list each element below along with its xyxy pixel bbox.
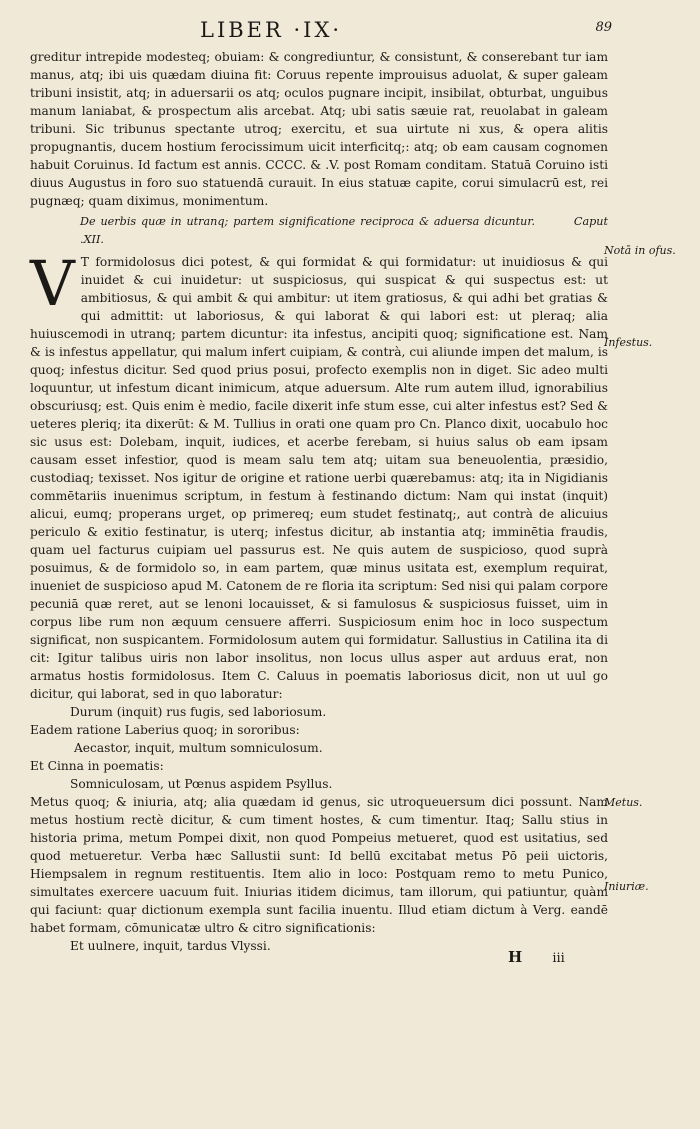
- verse-intro: Et Cinna in poematis:: [30, 759, 164, 773]
- marginal-note: Iniuriæ.: [604, 880, 649, 893]
- signature-letter: H: [508, 948, 523, 966]
- metus-paragraph: Metus quoq; & iniuria, atq; alia quædam id genus, sic utroqueuersum dici possunt. Nam metus hostium rectè dicitur, & cum timent hostes, & cum timentur. Itaq; Sallu stius in historia prima, metum Pompei dixit, non quod Pompeius metueret, quod est usitatius, sed quod metueretur. Verba hæc Sallustii sunt: Id bellū excitabat metus Pō peii uictoris, Hiempsalem in regnum restituentis. Item alio in loco: Postquam remo to metu Punico, simultates exercere uacuum fuit. Iniurias itidem dicimus, tam illorum, qui patiuntur, quàm qui faciunt: quaṛ dictionum exempla sunt facilia inuentu. Illud etiam dictum à Verg. eandē habet formam, cōmunicatæ ultro & citro significationis:: [30, 795, 608, 935]
- chapter-number: Caput .XII.: [80, 215, 608, 246]
- signature-leaf: iii: [552, 951, 565, 966]
- signature-mark: [508, 948, 565, 966]
- text-block: [30, 48, 608, 955]
- marginal-note: Notā in ofus.: [604, 244, 676, 257]
- marginal-note: Infestus.: [604, 336, 653, 349]
- verse-line: Et uulnere, inquit, tardus Vlyssi.: [70, 939, 271, 953]
- opening-paragraph: greditur intrepide modesteq; obuiam: & congrediuntur, & consistunt, & conserebant tur iam manus, atq; ibi uis quædam diuina fit: Coruus repente improuisus aduolat, & super galeam tribuni insistit, atq; in aduersarii os atq; oculos pugnare incipit, insibilat, obturbat, unguibus manum laniabat, & prospectum alis arcebat. Atq; ubi satis sæuie rat, reuolabat in galeam tribuni. Sic tribunus spectante utroq; exercitu, et sua uirtute ni xus, & opera alitis propugnantis, ducem hostium ferocissimum uicit interficitq;: atq; ob eam causam cognomen habuit Coruinus. Id factum est annis. CCCC. & .V. post Romam conditam. Statuā Coruino isti diuus Augustus in foro suo statuendā curauit. In eius statuæ capite, corui simulacrū est, rei pugnæq; quam diximus, monimentum.: [30, 50, 608, 208]
- page-number: 89: [595, 20, 612, 35]
- verse-line: Aecastor, inquit, multum somniculosum.: [74, 741, 323, 755]
- page-header: [30, 14, 610, 48]
- verse-line: Durum (inquit) rus fugis, sed laboriosum.: [70, 705, 327, 719]
- chapter-heading: [80, 213, 608, 249]
- chapter-paragraph: [30, 247, 608, 703]
- drop-capital: V: [30, 247, 75, 320]
- chapter-title: De uerbis quæ in utranq; partem significatione reciproca & aduersa dicuntur.: [80, 215, 536, 228]
- chapter-paragraph-text: T formidolosus dici potest, & qui formidat & qui formidatur: ut inuidiosus & qui inuidet & cui inuidetur: ut suspiciosus, qui suspicat & qui suspectus est: ut ambitiosus, & qui ambit & qui ambitur: ut item gratiosus, & qui adhi bet gratias & qui admittit: ut laboriosus, & qui laborat & qui labori est: ut pleraq; alia huiuscemodi in utranq; partem dicuntur: ita infestus, ancipiti quoq; significatione est. Nam & is infestus appellatur, qui malum infert cuipiam, & contrà, cui aliunde impen det malum, is quoq; infestus dicitur. Sed quod prius posui, profecto exemplis non in diget. Sic adeo multi loquuntur, ut infestum dicant inimicum, atque aduersum. Alte rum autem illud, ignorabilius obscuriusq; est. Quis enim è medio, facile dixerit infe stum esse, cui alter infestus est? Sed & ueteres pleriq; ita dixerūt: & M. Tullius in orati one quam pro Cn. Planco dixit, uocabulo hoc sic usus est: Dolebam, inquit, iudices, et acerbe ferebam, si huius salus ob eam ipsam causam esset infestior, quod is meam salu tem atq; uitam sua beneuolentia, præsidio, custodiaq; texisset. Nos igitur de origine et ratione uerbi quærebamus: atq; ita in Nigidianis commētariis inuenimus scriptum, in festum à festinando dictum: Nam qui instat (inquit) alicui, eumq; properans urget, op primereq; eum studet festinatq;, aut contrà de alicuius periculo & exitio festinatur, is uterq; infestus dicitur, ab instantia atq; imminētia fraudis, quam uel facturus cuipiam uel passurus est. Ne quis autem de suspicioso, quod suprà posuimus, & de formidolo so, in eam partem, quæ minus usitata est, exemplum requirat, inueniet de suspicioso apud M. Catonem de re floria ita scriptum: Sed nisi qui palam corpore pecuniā quæ reret, aut se lenoni locauisset, & si famulosus & suspiciosus fuisset, uim in corpus libe rum non æquum censuere afferri. Suspiciosum enim hoc in loco suspectum significat, non suspicantem. Formidolosum autem qui formidatur. Sallustius in Catilina ita di cit: Igitur talibus uiris non labor insolitus, non locus ullus asper aut arduus erat, non armatus hostis formidolosus. Item C. Caluus in poematis laboriosus dicit, non ut uul go dicitur, qui laborat, sed in quo laboratur:: [30, 255, 608, 701]
- verse-intro: Eadem ratione Laberius quoq; in sororibus:: [30, 723, 300, 737]
- marginal-note: Metus.: [604, 796, 643, 809]
- verse-line: Somniculosam, ut Pœnus aspidem Psyllus.: [70, 777, 333, 791]
- running-title: LIBER ·IX·: [200, 18, 343, 42]
